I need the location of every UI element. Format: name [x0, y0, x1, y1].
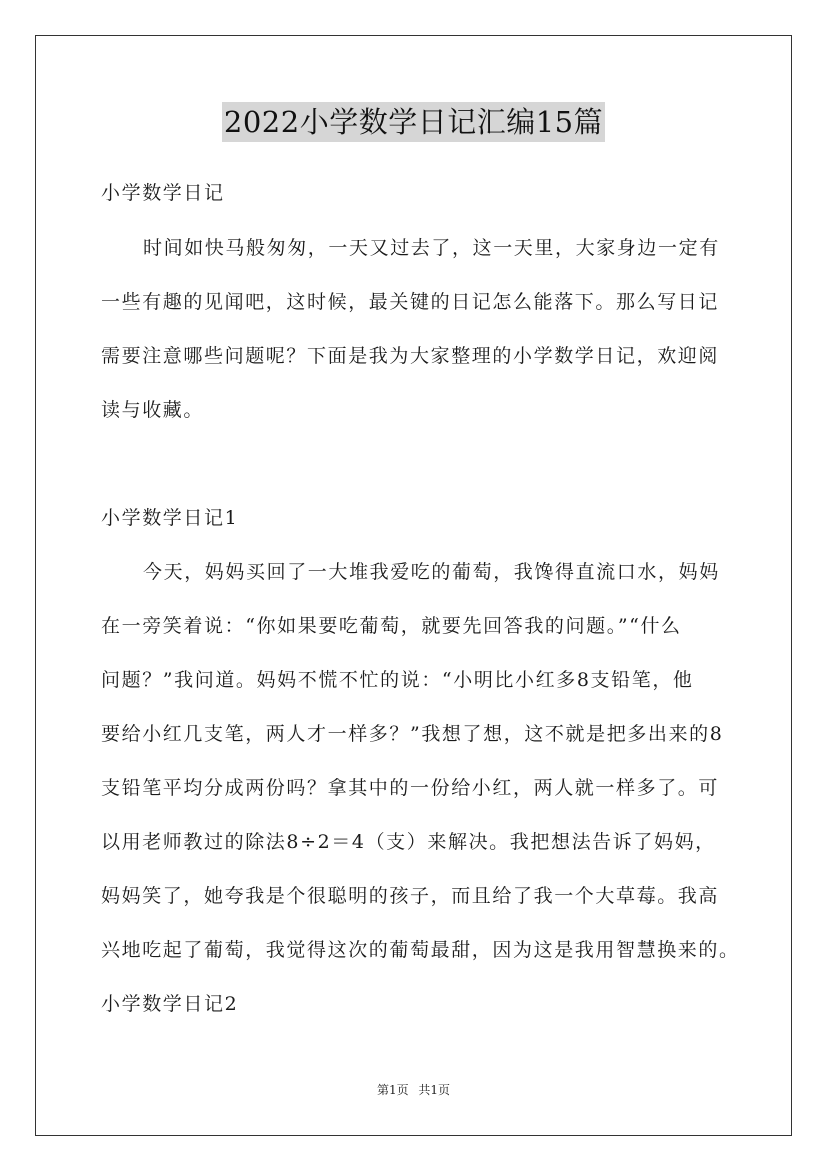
section1-paragraph-line: 妈妈笑了，她夸我是个很聪明的孩子，而且给了我一个大草莓。我高 — [101, 885, 720, 907]
page-total: 共1页 — [418, 1083, 451, 1097]
section1-paragraph-line: 要给小红几支笔，两人才一样多？”我想了想，这不就是把多出来的8 — [101, 723, 724, 745]
section1-paragraph-line: 今天，妈妈买回了一大堆我爱吃的葡萄，我馋得直流口水，妈妈 — [143, 561, 720, 583]
intro-heading: 小学数学日记 — [101, 182, 225, 204]
section-heading-1: 小学数学日记1 — [101, 507, 239, 529]
section1-paragraph-line: 在一旁笑着说：“你如果要吃葡萄，就要先回答我的问题。”“什么 — [101, 615, 682, 637]
intro-paragraph-line: 需要注意哪些问题呢？下面是我为大家整理的小学数学日记，欢迎阅 — [101, 345, 720, 367]
document-title: 2022小学数学日记汇编15篇 — [222, 102, 605, 142]
page-number: 第1页 — [376, 1083, 409, 1097]
section1-paragraph-line: 支铅笔平均分成两份吗？拿其中的一份给小红，两人就一样多了。可 — [101, 777, 720, 799]
section-heading-2: 小学数学日记2 — [101, 993, 239, 1015]
section1-paragraph-line: 问题？”我问道。妈妈不慌不忙的说：“小明比小红多8支铅笔，他 — [101, 669, 694, 691]
section1-paragraph-line: 兴地吃起了葡萄，我觉得这次的葡萄最甜，因为这是我用智慧换来的。 — [101, 939, 740, 961]
title-container — [0, 102, 827, 142]
section1-paragraph-line: 以用老师教过的除法8÷2＝4（支）来解决。我把想法告诉了妈妈， — [101, 831, 716, 853]
intro-paragraph-line: 时间如快马般匆匆，一天又过去了，这一天里，大家身边一定有 — [143, 237, 720, 259]
page-footer — [0, 1082, 827, 1098]
intro-paragraph-line: 读与收藏。 — [101, 399, 205, 421]
intro-paragraph-line: 一些有趣的见闻吧，这时候，最关键的日记怎么能落下。那么写日记 — [101, 291, 720, 313]
